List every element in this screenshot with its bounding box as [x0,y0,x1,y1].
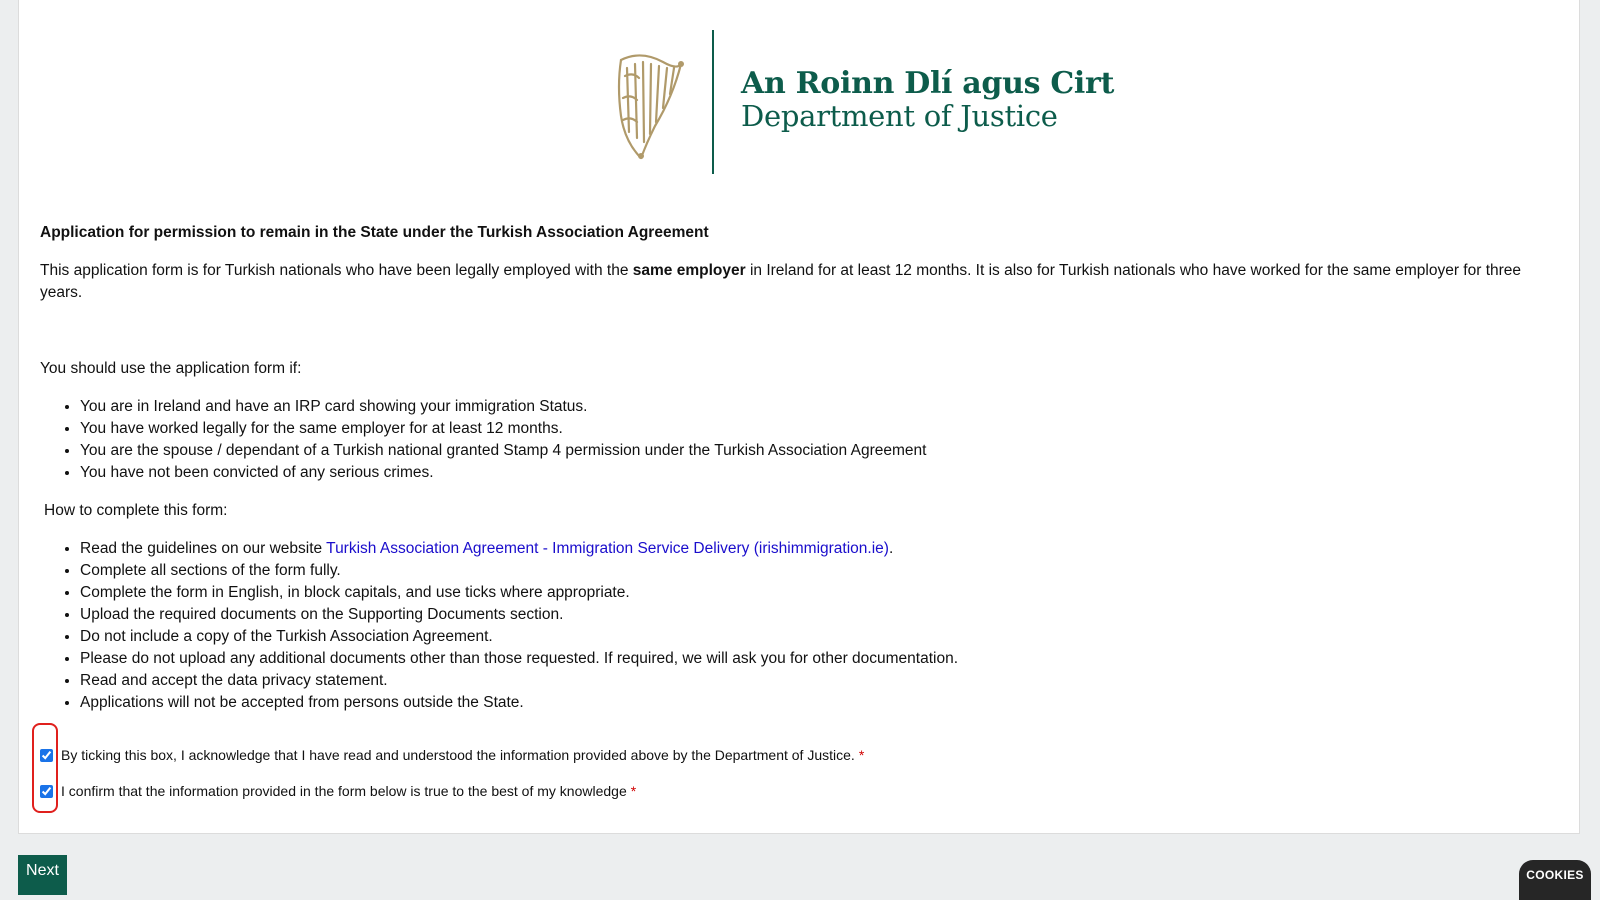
department-logo [611,30,1115,174]
logo-irish-name: An Roinn Dlí agus Cirt [741,66,1115,101]
list-item: • Complete all sections of the form fully. [80,560,1560,582]
should-use-heading: You should use the application form if: [40,360,302,377]
guidelines-link[interactable]: Turkish Association Agreement - Immigration Service Delivery (irishimmigration.ie) [326,540,889,557]
list-item: • Complete the form in English, in block capitals, and use ticks where appropriate. [80,582,1560,604]
list-item: • Do not include a copy of the Turkish Association Agreement. [80,626,1560,648]
ack-read-checkbox[interactable] [40,749,53,762]
ack-true-checkbox[interactable] [40,785,53,798]
list-item: • Please do not upload any additional documents other than those requested. If required, we will ask you for other documentation. [80,648,1560,670]
intro-text-before: This application form is for Turkish nationals who have been legally employed with the [40,262,633,279]
guidelines-prefix: Read the guidelines on our website [80,540,327,557]
logo-english-name: Department of Justice [741,99,1058,133]
ack-read-label: By ticking this box, I acknowledge that I have read and understood the information provided above by the Department of Justice. [61,747,855,763]
list-item: • Applications will not be accepted from persons outside the State. [80,692,1560,714]
how-to-list [40,538,1560,714]
list-item: • You are in Ireland and have an IRP card showing your immigration Status. [80,396,1560,418]
ack-true-row[interactable] [40,783,636,799]
guidelines-suffix: . [888,540,894,557]
should-use-list [40,396,1560,484]
intro-paragraph [40,260,1560,304]
intro-bold: same employer [632,262,746,279]
required-marker: * [630,783,637,799]
ack-read-row[interactable] [40,747,864,763]
list-item [80,538,1560,560]
harp-icon [611,46,687,162]
checkbox-highlight-ring [32,723,58,813]
form-intro [40,222,1560,714]
cookies-button[interactable]: COOKIES [1519,860,1591,900]
next-button[interactable]: Next [18,855,67,895]
list-item: • You have worked legally for the same employer for at least 12 months. [80,418,1560,440]
list-item: • You are the spouse / dependant of a Turkish national granted Stamp 4 permission under the Turkish Association Agreement [80,440,1560,462]
ack-true-label: I confirm that the information provided in the form below is true to the best of my knowledge [61,783,627,799]
list-item: • Upload the required documents on the Supporting Documents section. [80,604,1560,626]
required-marker: * [858,747,865,763]
page-title: Application for permission to remain in the State under the Turkish Association Agreement [40,224,709,241]
logo-divider [712,30,714,174]
list-item: • Read and accept the data privacy statement. [80,670,1560,692]
intro-text-after: in Ireland for at least 12 months. It is also for Turkish nationals who have worked for the same employer for three years. [40,262,1522,301]
list-item: • You have not been convicted of any serious crimes. [80,462,1560,484]
how-to-heading: How to complete this form: [44,502,228,519]
